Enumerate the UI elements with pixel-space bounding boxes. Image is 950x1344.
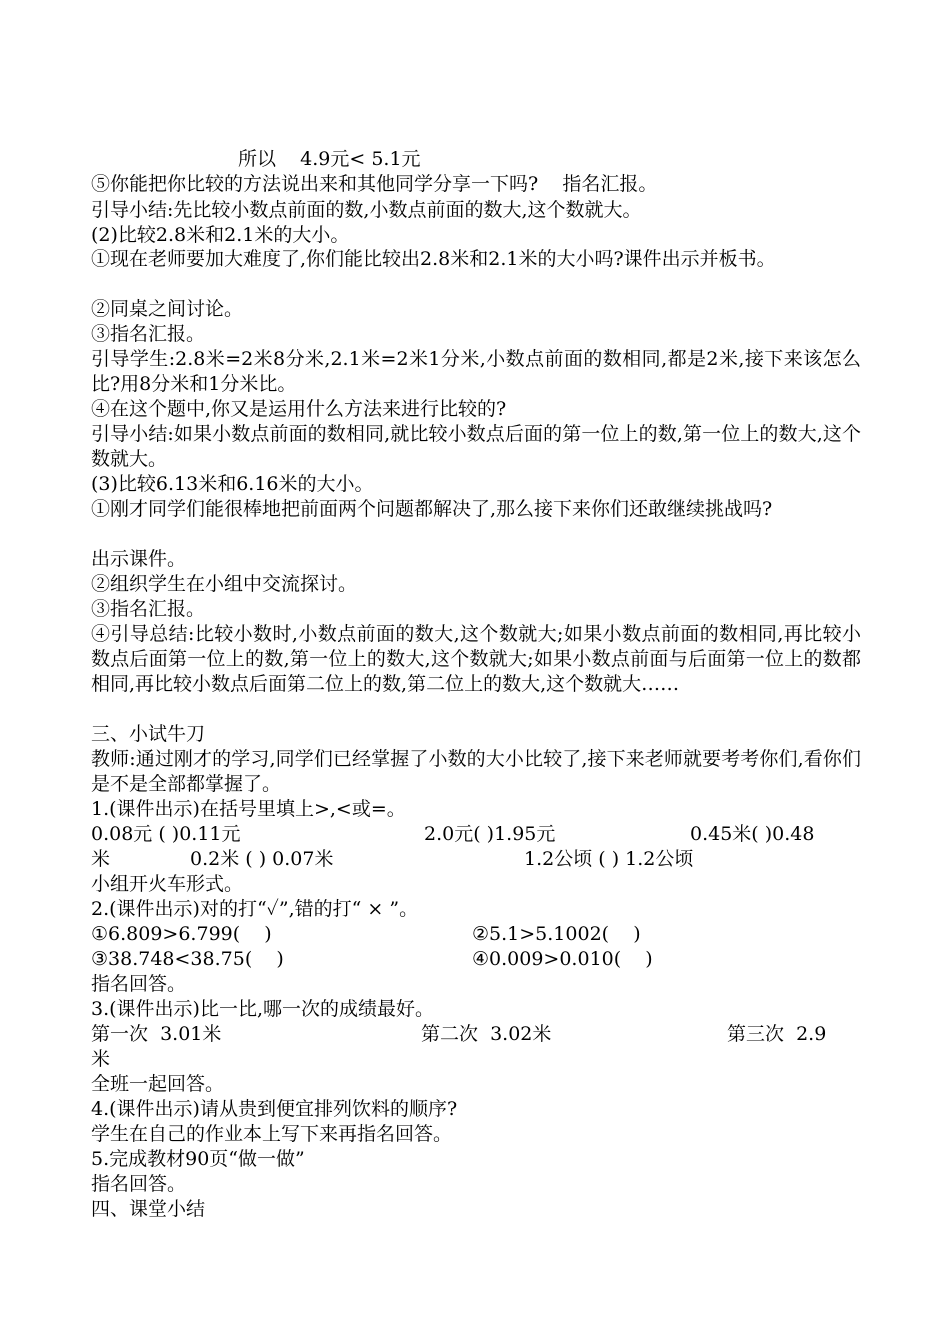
teacher-intro: 教师:通过刚才的学习,同学们已经掌握了小数的大小比较了,接下来老师就要考考你们,看你们是不是全部都掌握了。 [91, 748, 861, 795]
exercise-3-attempt-2: 第二次 3.02米 [421, 1023, 552, 1045]
step-challenge: ①刚才同学们能很棒地把前面两个问题都解决了,那么接下来你们还敢继续挑战吗? [91, 498, 773, 520]
step-share-method: ⑤你能把你比较的方法说出来和其他同学分享一下吗? 指名汇报。 [91, 173, 658, 195]
exercise-5-prompt: 5.完成教材90页“做一做” [91, 1148, 305, 1170]
exercise-2-item-4: ④0.009>0.010( ) [472, 948, 653, 970]
step-group-discussion: ②组织学生在小组中交流探讨。 [91, 573, 358, 595]
exercise-2-answer-mode: 指名回答。 [91, 973, 187, 995]
step-deskmate-discuss: ②同桌之间讨论。 [91, 298, 244, 320]
exercise-2-item-1: ①6.809>6.799( ) [91, 923, 272, 945]
exercise-2-item-2: ②5.1>5.1002( ) [472, 923, 641, 945]
exercise-1-item-d: 0.2米 ( ) 0.07米 [190, 848, 334, 870]
exercise-2-prompt: 2.(课件出示)对的打“✓”,错的打“ × ”。 [91, 898, 419, 920]
subsection-3-heading: (3)比较6.13米和6.16米的大小。 [91, 473, 374, 495]
summary-first-decimal: 引导小结:如果小数点前面的数相同,就比较小数点后面的第一位上的数,第一位上的数大,这个数就大。 [91, 423, 861, 470]
exercise-1-item-a: 0.08元 ( )0.11元 [91, 823, 241, 845]
comparison-result-line: 所以 4.9元< 5.1元 [238, 148, 421, 170]
exercise-1-item-e: 1.2公顷 ( ) 1.2公顷 [524, 848, 694, 870]
general-summary: ④引导总结:比较小数时,小数点前面的数大,这个数就大;如果小数点前面的数相同,再比较小数点后面第一位上的数,第一位上的数大,这个数就大;如果小数点前面与后面第一位上的数都相同,再比较小数点后面第二位上的数,第二位上的数大,这个数就大…… [91, 623, 861, 695]
exercise-2-item-3: ③38.748<38.75( ) [91, 948, 284, 970]
exercise-5-answer-mode: 指名回答。 [91, 1173, 187, 1195]
exercise-3-attempt-1: 第一次 3.01米 [91, 1023, 222, 1045]
exercise-3-attempt-3: 第三次 2.9 [727, 1023, 827, 1045]
step-harder-question: ①现在老师要加大难度了,你们能比较出2.8米和2.1米的大小吗?课件出示并板书。 [91, 248, 776, 270]
exercise-4-answer-mode: 学生在自己的作业本上写下来再指名回答。 [91, 1123, 453, 1145]
exercise-3-prompt: 3.(课件出示)比一比,哪一次的成绩最好。 [91, 998, 434, 1020]
exercise-4-prompt: 4.(课件出示)请从贵到便宜排列饮料的顺序? [91, 1098, 458, 1120]
step-method-question: ④在这个题中,你又是运用什么方法来进行比较的? [91, 398, 507, 420]
exercise-3-answer-mode: 全班一起回答。 [91, 1073, 225, 1095]
exercise-3-attempt-3-unit: 米 [91, 1048, 111, 1070]
exercise-1-format: 小组开火车形式。 [91, 873, 244, 895]
exercise-1-item-c-unit: 米 [91, 848, 111, 870]
exercise-1-item-c: 0.45米( )0.48 [690, 823, 815, 845]
step-report: ③指名汇报。 [91, 323, 206, 345]
subsection-2-heading: (2)比较2.8米和2.1米的大小。 [91, 224, 350, 246]
section-4-heading: 四、课堂小结 [91, 1198, 206, 1220]
section-3-heading: 三、小试牛刀 [91, 723, 206, 745]
exercise-1-item-b: 2.0元( )1.95元 [424, 823, 556, 845]
exercise-1-prompt: 1.(课件出示)在括号里填上>,<或=。 [91, 798, 406, 820]
summary-integer-part: 引导小结:先比较小数点前面的数,小数点前面的数大,这个数就大。 [91, 199, 642, 221]
show-courseware: 出示课件。 [91, 548, 187, 570]
guide-students-conversion: 引导学生:2.8米=2米8分米,2.1米=2米1分米,小数点前面的数相同,都是2米,接下来该怎么比?用8分米和1分米比。 [91, 348, 861, 395]
step-report-2: ③指名汇报。 [91, 598, 206, 620]
